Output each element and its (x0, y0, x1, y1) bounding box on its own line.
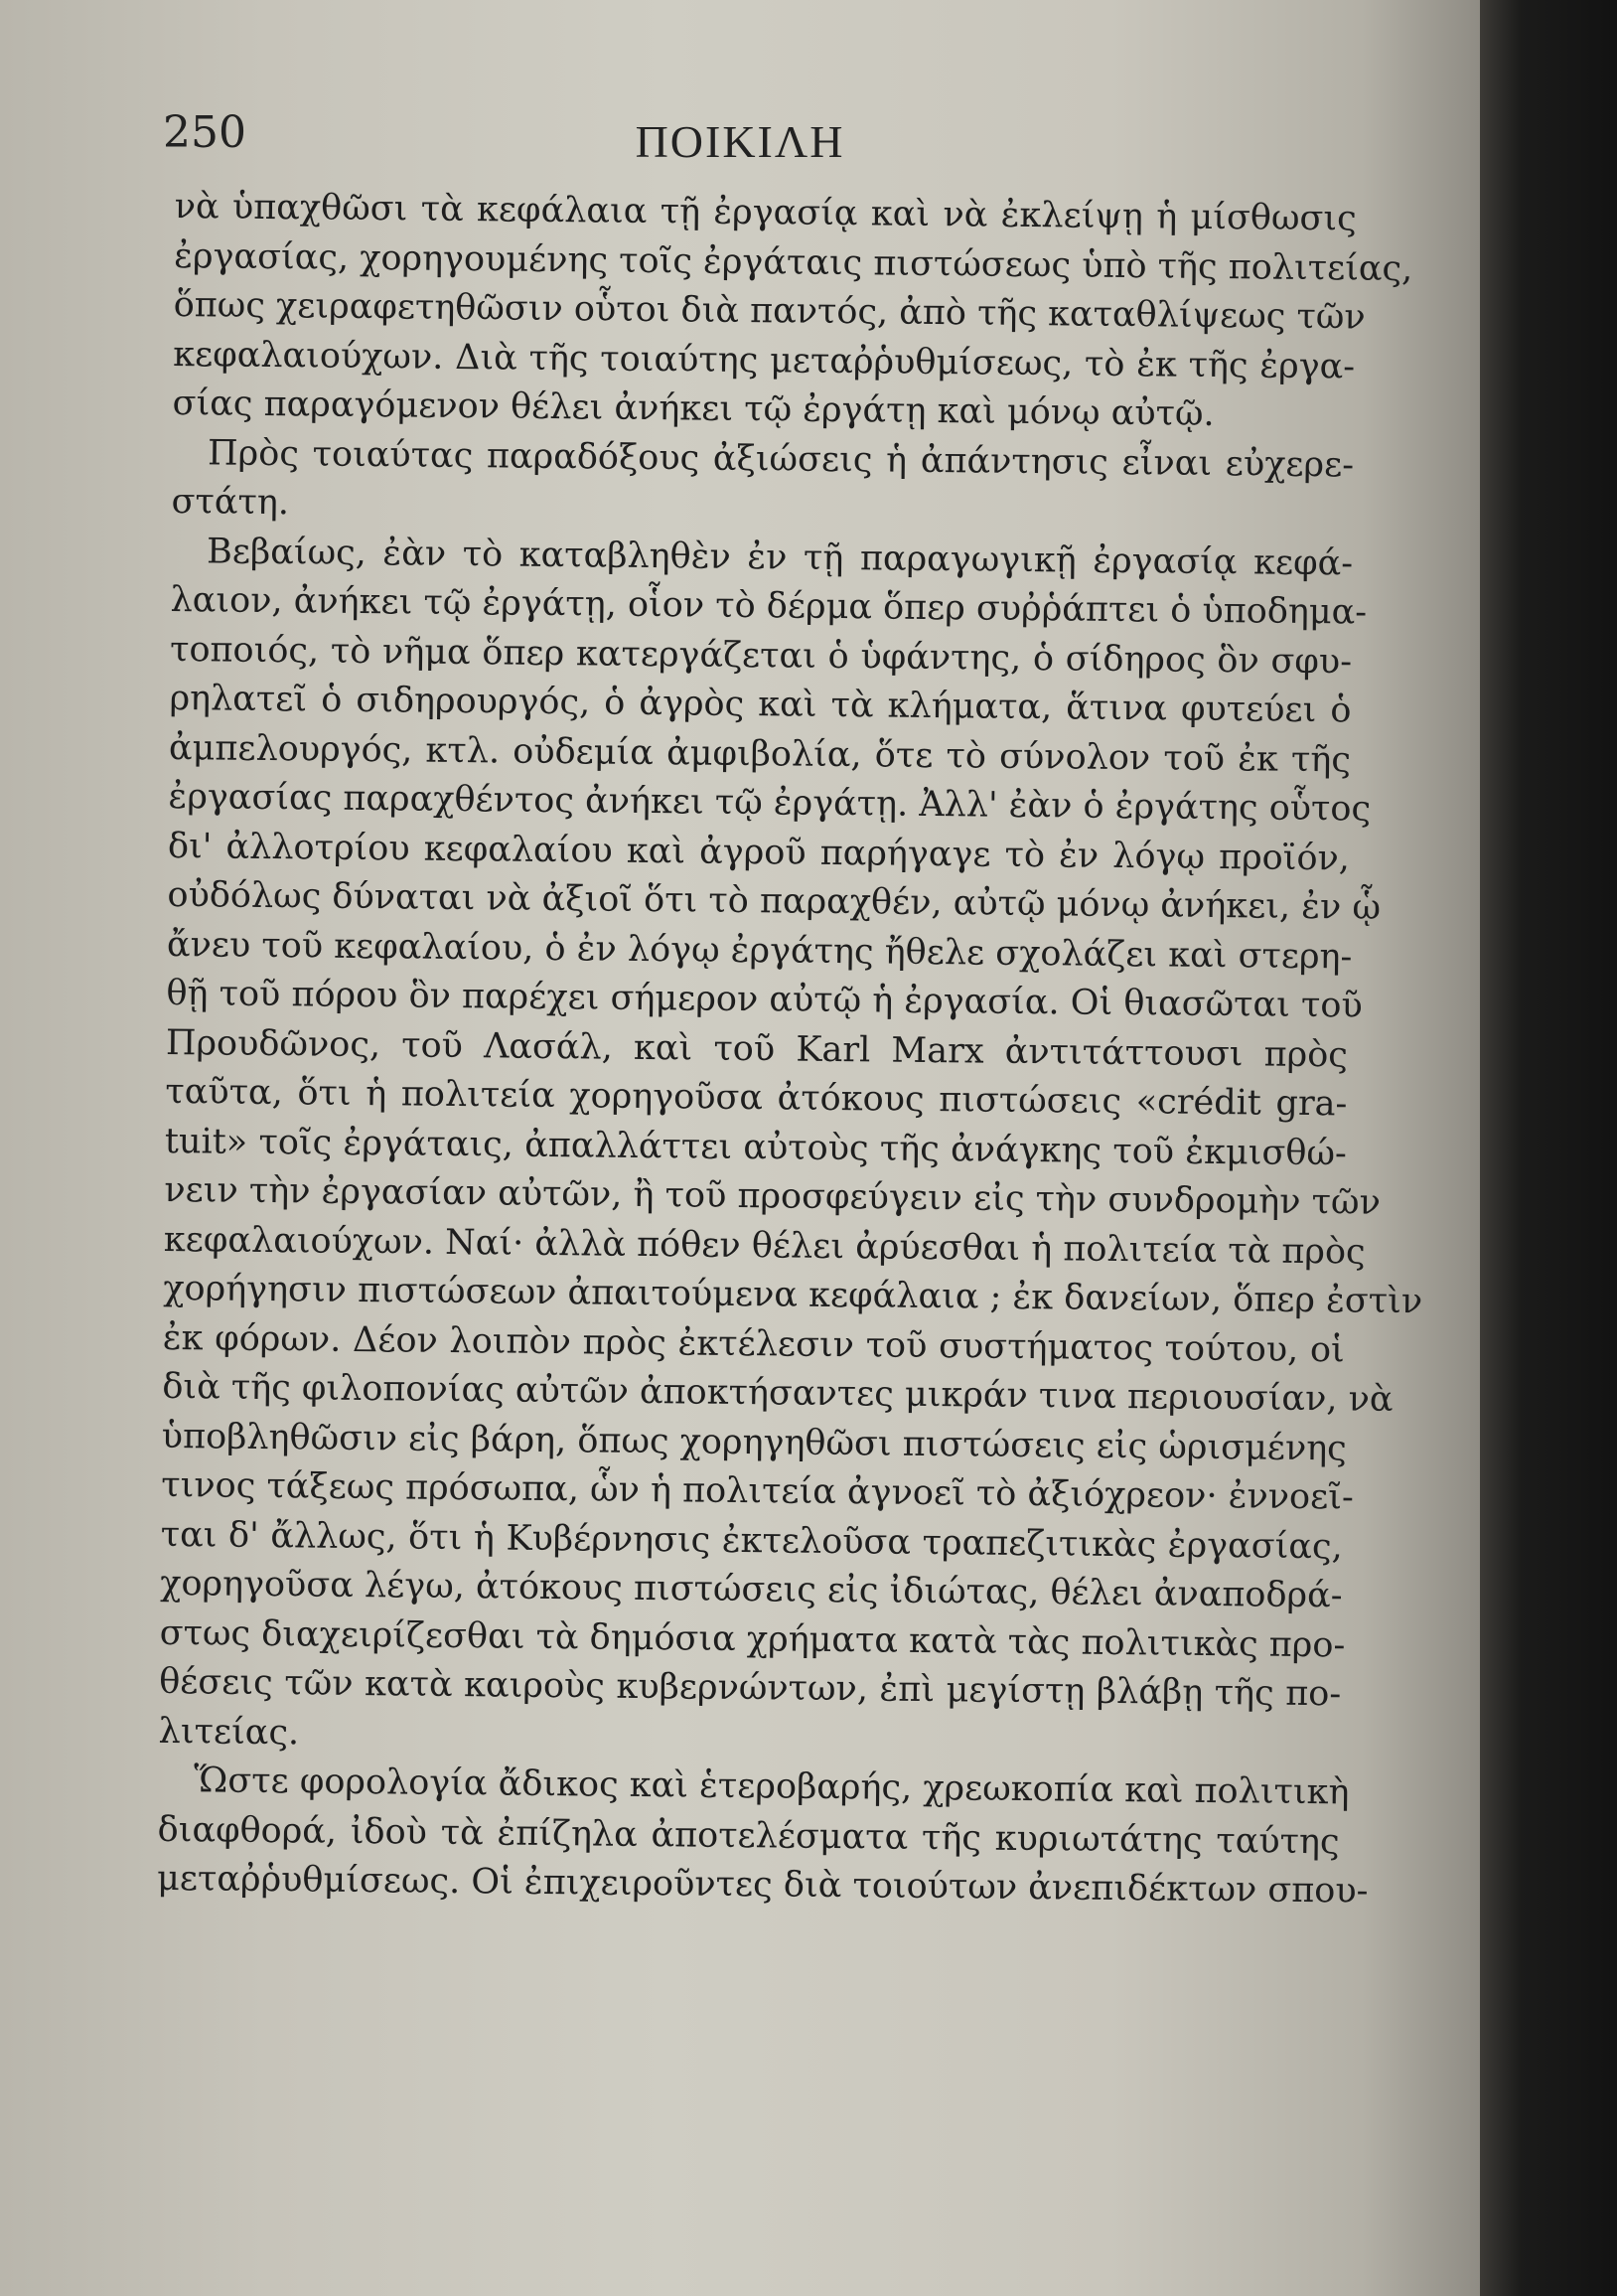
text-line: λαιον, ἀνήκει τῷ ἐργάτῃ, οἷον τὸ δέρμα ὅπερ συῤῥάπτει ὁ ὑποδημα- (170, 579, 1368, 633)
text-line: ἐργασίας, χορηγουμένης τοῖς ἐργάταις πιστώσεως ὑπὸ τῆς πολιτείας, (174, 235, 1413, 289)
text-line: ὅπως χειραφετηθῶσιν οὗτοι διὰ παντός, ἀπὸ τῆς καταθλίψεως τῶν (173, 284, 1366, 338)
text-line: χορηγοῦσα λέγω, ἀτόκους πιστώσεις εἰς ἰδιώτας, θέλει ἀναποδρά- (160, 1563, 1343, 1616)
text-line: Πρὸς τοιαύτας παραδόξους ἀξιώσεις ἡ ἀπάντησις εἶναι εὐχερε- (207, 432, 1355, 485)
text-line: στως διαχειρίζεσθαι τὰ δημόσια χρήματα κατὰ τὰς πολιτικὰς προ- (159, 1612, 1346, 1665)
body-text (156, 183, 1423, 1916)
text-line: διὰ τῆς φιλοπονίας αὐτῶν ἀποκτήσαντες μικράν τινα περιουσίαν, νὰ (162, 1366, 1394, 1420)
text-line: ται δ' ἄλλως, ὅτι ἡ Κυβέρνησις ἐκτελοῦσα τραπεζιτικὰς ἐργασίας, (160, 1514, 1343, 1567)
text-line: τοποιός, τὸ νῆμα ὅπερ κατεργάζεται ὁ ὑφάντης, ὁ σίδηρος ὃν σφυ- (169, 629, 1353, 682)
paragraph (158, 527, 1423, 1768)
paragraph (171, 428, 1354, 538)
text-line: τινος τάξεως πρόσωπα, ὧν ἡ πολιτεία ἀγνοεῖ τὸ ἀξιόχρεον· ἐννοεῖ- (161, 1464, 1354, 1518)
text-line: στάτη. (171, 481, 290, 524)
text-line: Βεβαίως, ἐὰν τὸ καταβληθὲν ἐν τῇ παραγωγικῇ ἐργασίᾳ κεφά- (206, 531, 1354, 583)
text-line: κεφαλαιούχων. Διὰ τῆς τοιαύτης μεταῤῥυθμίσεως, τὸ ἐκ τῆς ἐργα- (172, 334, 1356, 386)
text-line: ὑποβληθῶσιν εἰς βάρη, ὅπως χορηγηθῶσι πιστώσεις εἰς ὡρισμένης (161, 1416, 1347, 1468)
text-line: λιτείας. (158, 1711, 300, 1753)
text-line: ἄνευ τοῦ κεφαλαίου, ὁ ἐν λόγῳ ἐργάτης ἤθελε σχολάζει καὶ στερη- (166, 924, 1353, 977)
text-line: Ὥστε φορολογία ἄδικος καὶ ἑτεροβαρής, χρεωκοπία καὶ πολιτικὴ (193, 1760, 1350, 1813)
text-line: ρηλατεῖ ὁ σιδηρουργός, ὁ ἀγρὸς καὶ τὰ κλήματα, ἅτινα φυτεύει ὁ (169, 678, 1352, 731)
text-line: διαφθορά, ἰδοὺ τὰ ἐπίζηλα ἀποτελέσματα τῆς κυριωτάτης ταύτης (157, 1809, 1340, 1862)
text-line: ἐργασίας παραχθέντος ἀνήκει τῷ ἐργάτῃ. Ἀλλ' ἐὰν ὁ ἐργάτης οὗτος (168, 776, 1372, 830)
text-line: νειν τὴν ἐργασίαν αὐτῶν, ἢ τοῦ προσφεύγειν εἰς τὴν συνδρομὴν τῶν (164, 1169, 1382, 1223)
text-line: ἀμπελουργός, κτλ. οὐδεμία ἀμφιβολία, ὅτε τὸ σύνολον τοῦ ἐκ τῆς (168, 727, 1352, 780)
text-line: χορήγησιν πιστώσεων ἀπαιτούμενα κεφάλαια ; ἐκ δανείων, ὅπερ ἐστὶν (163, 1268, 1423, 1322)
paragraph (172, 183, 1413, 441)
text-line: tuit» τοῖς ἐργάταις, ἀπαλλάττει αὐτοὺς τῆς ἀνάγκης τοῦ ἐκμισθώ- (164, 1121, 1348, 1173)
text-line: νὰ ὑπαχθῶσι τὰ κεφάλαια τῇ ἐργασίᾳ καὶ νὰ ἐκλείψῃ ἡ μίσθωσις (174, 186, 1357, 239)
book-gutter-shadow (1480, 0, 1617, 2296)
paragraph (156, 1757, 1369, 1916)
text-line: Προυδῶνος, τοῦ Λασάλ, καὶ τοῦ Karl Marx ἀντιτάττουσι πρὸς (165, 1022, 1349, 1075)
text-line: ταῦτα, ὅτι ἡ πολιτεία χορηγοῦσα ἀτόκους πιστώσεις «crédit gra- (165, 1071, 1348, 1125)
text-line: μεταῤῥυθμίσεως. Οἱ ἐπιχειροῦντες διὰ τοιούτων ἀνεπιδέκτων σπου- (156, 1858, 1369, 1912)
text-line: δι' ἀλλοτρίου κεφαλαίου καὶ ἀγροῦ παρήγαγε τὸ ἐν λόγῳ προϊόν, (167, 826, 1351, 878)
text-line: σίας παραγόμενον θέλει ἀνήκει τῷ ἐργάτῃ καὶ μόνῳ αὐτῷ. (172, 383, 1215, 434)
running-head: ΠΟΙΚΙΛΗ (635, 116, 845, 167)
text-line: θέσεις τῶν κατὰ καιροὺς κυβερνώντων, ἐπὶ μεγίστῃ βλάβῃ τῆς πο- (158, 1661, 1342, 1715)
text-line: κεφαλαιούχων. Ναί· ἀλλὰ πόθεν θέλει ἀρύεσθαι ἡ πολιτεία τὰ πρὸς (163, 1219, 1366, 1273)
text-line: θῇ τοῦ πόρου ὃν παρέχει σήμερον αὐτῷ ἡ ἐργασία. Οἱ θιασῶται τοῦ (166, 973, 1363, 1026)
page-number: 250 (163, 107, 246, 158)
text-line: ἐκ φόρων. Δέον λοιπὸν πρὸς ἐκτέλεσιν τοῦ συστήματος τούτου, οἱ (162, 1317, 1345, 1370)
text-line: οὐδόλως δύναται νὰ ἀξιοῖ ὅτι τὸ παραχθέν, αὐτῷ μόνῳ ἀνήκει, ἐν ᾧ (167, 874, 1382, 928)
